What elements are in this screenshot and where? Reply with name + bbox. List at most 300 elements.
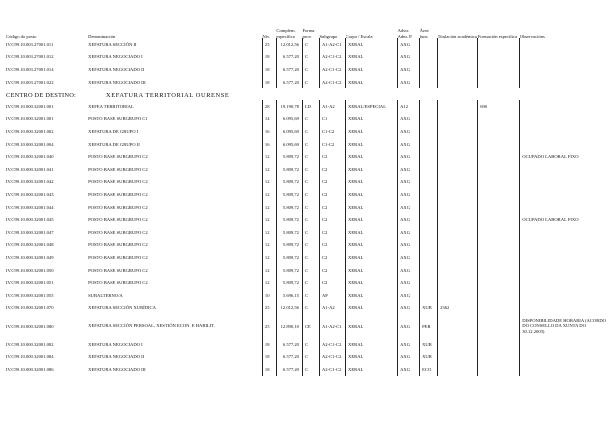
cell-body-scale: XERAL [346, 125, 398, 138]
cell-post-code: IV.C99.10.000.32001.080 [6, 323, 54, 329]
cell-academic-degree [438, 226, 478, 239]
cell-subgroup: A1-A2 [319, 100, 345, 113]
table-row [6, 100, 609, 113]
cell-administration: AXG [398, 314, 420, 338]
cell-body-scale: XERAL [346, 351, 398, 364]
cell-denomination: POSTO BASE SUBGRUPO C2 [88, 267, 148, 273]
cell-provision-form: C [302, 351, 319, 364]
cell-functional-area [420, 150, 438, 163]
cell-level: 18 [262, 51, 276, 64]
col-header-formacion: Formación específica [477, 33, 518, 39]
cell-administration: AXG [398, 38, 420, 51]
cell-level: 25 [262, 314, 276, 338]
cell-complement: 6.577,20 [276, 63, 302, 76]
cell-functional-area [420, 276, 438, 289]
cell-provision-form: C [302, 38, 319, 51]
cell-level: 12 [262, 276, 276, 289]
cell-administration: AXG [398, 176, 420, 189]
cell-administration: AXG [398, 302, 420, 315]
cell-body-scale: XERAL [346, 302, 398, 315]
cell-complement: 5.809,72 [276, 226, 302, 239]
table-row [6, 201, 609, 214]
cell-administration: AXG [398, 51, 420, 64]
cell-level: 28 [262, 100, 276, 113]
cell-functional-area [420, 289, 438, 302]
cell-specific-training [478, 276, 520, 289]
cell-denomination: XEFATURA NEGOCIADO III [88, 79, 146, 85]
cell-academic-degree [438, 351, 478, 364]
table-row [6, 302, 609, 315]
cell-denomination: POSTO BASE SUBGRUPO C2 [88, 242, 148, 248]
cell-body-scale: XERAL [346, 188, 398, 201]
col-header-denominacion: Denominación [88, 33, 116, 39]
cell-academic-degree [438, 314, 478, 338]
cell-body-scale: XERAL [346, 51, 398, 64]
cell-academic-degree [438, 213, 478, 226]
cell-administration: AXG [398, 226, 420, 239]
cell-complement: 5.809,72 [276, 264, 302, 277]
cell-administration: AXG [398, 113, 420, 126]
cell-specific-training [478, 176, 520, 189]
cell-specific-training [478, 302, 520, 315]
cell-body-scale: XERAL [346, 176, 398, 189]
cell-complement: 6.577,20 [276, 76, 302, 89]
cell-post-code: IV.C99.10.000.32001.050 [6, 267, 54, 273]
table-section-2 [6, 100, 609, 376]
cell-complement: 5.809,72 [276, 276, 302, 289]
cell-provision-form: C [302, 201, 319, 214]
cell-complement: 5.809,72 [276, 239, 302, 252]
table-row [6, 363, 609, 376]
cell-body-scale: XERAL [346, 314, 398, 338]
cell-denomination: POSTO BASE SUBGRUPO C2 [88, 191, 148, 197]
cell-post-code: IV.C99.10.000.32001.049 [6, 254, 54, 260]
col-header-corpo: Corpo / Escala [345, 33, 373, 39]
table-row [6, 251, 609, 264]
cell-complement: 5.696,15 [276, 289, 302, 302]
cell-observations [520, 289, 609, 302]
cell-denomination: XEFATURA NEGOCIADO II [88, 66, 145, 72]
col-header-complem: Complem. específico [276, 28, 296, 39]
cell-denomination: POSTO BASE SUBGRUPO C2 [88, 166, 148, 172]
col-header-observacions: Observacións [519, 33, 545, 39]
cell-denomination: XEFATURA NEGOCIADO I [88, 54, 143, 60]
cell-observations: OCUPADO LABORAL FIXO [520, 213, 609, 226]
cell-body-scale: XERAL [346, 363, 398, 376]
cell-provision-form: C [302, 150, 319, 163]
table-row [6, 51, 609, 64]
cell-post-code: IV.C99.10.000.32001.004 [6, 141, 54, 147]
cell-provision-form: C [302, 113, 319, 126]
cell-observations [520, 226, 609, 239]
table-row [6, 138, 609, 151]
table-row [6, 76, 609, 89]
cell-administration: AXG [398, 163, 420, 176]
cell-functional-area [420, 176, 438, 189]
cell-academic-degree [438, 264, 478, 277]
cell-level: 18 [262, 363, 276, 376]
cell-observations [520, 302, 609, 315]
table-row [6, 188, 609, 201]
cell-administration: AXG [398, 125, 420, 138]
cell-academic-degree [438, 76, 478, 89]
cell-observations [520, 113, 609, 126]
cell-functional-area [420, 100, 438, 113]
cell-specific-training [478, 226, 520, 239]
table-section-1 [6, 38, 609, 88]
cell-body-scale: XERAL [346, 226, 398, 239]
cell-provision-form: LD [302, 100, 319, 113]
cell-provision-form: C [302, 239, 319, 252]
cell-provision-form: C [302, 289, 319, 302]
cell-functional-area [420, 38, 438, 51]
cell-denomination: POSTO BASE SUBGRUPO C2 [88, 229, 148, 235]
cell-subgroup: A2-C1-C2 [319, 351, 345, 364]
cell-post-code: IV.C99.10.000.32001.001 [6, 103, 54, 109]
cell-academic-degree [438, 51, 478, 64]
cell-observations [520, 51, 609, 64]
cell-observations [520, 239, 609, 252]
cell-specific-training [478, 76, 520, 89]
cell-denomination: XEFATURA NEGOCIADO III [88, 367, 146, 373]
cell-subgroup: A2-C1-C2 [319, 76, 345, 89]
cell-subgroup: A1-A2 [319, 302, 345, 315]
cell-post-code: IV.C99.10.000.32001.042 [6, 179, 54, 185]
cell-academic-degree [438, 63, 478, 76]
cell-specific-training [478, 201, 520, 214]
cell-complement: 19.190,78 [276, 100, 302, 113]
col-header-adscr: Adscr. Adm. P. [397, 28, 413, 39]
cell-post-code: IV.C99.10.000.32001.084 [6, 354, 54, 360]
cell-post-code: IV.C99.10.000.32001.001 [6, 116, 54, 122]
cell-provision-form: C [302, 51, 319, 64]
cell-denomination: XEFATURA SECCIÓN PERSOAL, XESTIÓN ECON. E HABILIT. [88, 323, 215, 329]
cell-administration: AXG [398, 239, 420, 252]
cell-level: 12 [262, 163, 276, 176]
cell-body-scale: XERAL [346, 138, 398, 151]
cell-body-scale: XERAL [346, 63, 398, 76]
cell-subgroup: C2 [319, 226, 345, 239]
cell-provision-form: C [302, 163, 319, 176]
cell-functional-area [420, 63, 438, 76]
table-row [6, 63, 609, 76]
cell-observations [520, 351, 609, 364]
cell-denomination: POSTO BASE SUBGRUPO C2 [88, 154, 148, 160]
cell-academic-degree [438, 289, 478, 302]
cell-body-scale: XERAL [346, 251, 398, 264]
cell-denomination: POSTO BASE SUBGRUPO C2 [88, 217, 148, 223]
cell-academic-degree [438, 38, 478, 51]
cell-level: 18 [262, 63, 276, 76]
cell-specific-training [478, 363, 520, 376]
cell-specific-training [478, 150, 520, 163]
cell-provision-form: CE [302, 314, 319, 338]
cell-administration: AXG [398, 351, 420, 364]
cell-level: 12 [262, 264, 276, 277]
cell-post-code: IV.C99.10.000.32001.048 [6, 242, 54, 248]
cell-functional-area [420, 201, 438, 214]
cell-functional-area: PER [420, 314, 438, 338]
cell-functional-area [420, 264, 438, 277]
cell-provision-form: C [302, 251, 319, 264]
cell-specific-training: 690 [478, 100, 520, 113]
cell-functional-area: ECO [420, 363, 438, 376]
cell-subgroup: C2 [319, 201, 345, 214]
cell-body-scale: XERAL [346, 338, 398, 351]
cell-post-code: IV.C99.10.000.32001.002 [6, 128, 54, 134]
cell-post-code: IV.C99.10.000.32001.047 [6, 229, 54, 235]
cell-subgroup: A2-C1-C2 [319, 363, 345, 376]
cell-observations [520, 338, 609, 351]
cell-specific-training [478, 163, 520, 176]
cell-provision-form: C [302, 363, 319, 376]
cell-academic-degree [438, 363, 478, 376]
table-row [6, 113, 609, 126]
cell-post-code: IV.C99.10.000.32001.051 [6, 280, 54, 286]
cell-denomination: POSTO BASE SUBGRUPO C2 [88, 254, 148, 260]
cell-specific-training [478, 63, 520, 76]
table-row [6, 338, 609, 351]
cell-subgroup: A2-C1-C2 [319, 338, 345, 351]
cell-functional-area: XUR [420, 338, 438, 351]
cell-level: 25 [262, 302, 276, 315]
cell-complement: 12.890,10 [276, 314, 302, 338]
cell-administration: AXG [398, 76, 420, 89]
cell-complement: 5.809,72 [276, 150, 302, 163]
cell-complement: 6.577,20 [276, 338, 302, 351]
cell-academic-degree [438, 338, 478, 351]
cell-body-scale: XERAL [346, 76, 398, 89]
cell-subgroup: C2 [319, 150, 345, 163]
cell-denomination: SUBALTERNO/A [88, 292, 123, 298]
cell-body-scale: XERAL/ESPECIAL [346, 100, 398, 113]
table-row [6, 150, 609, 163]
table-row [6, 314, 609, 338]
cell-subgroup: C1 [319, 113, 345, 126]
cell-level: 14 [262, 113, 276, 126]
cell-provision-form: C [302, 302, 319, 315]
cell-observations [520, 176, 609, 189]
cell-complement: 5.809,72 [276, 213, 302, 226]
cell-provision-form: C [302, 264, 319, 277]
cell-post-code: IV.C99.10.000.32001.041 [6, 166, 54, 172]
cell-specific-training [478, 338, 520, 351]
cell-specific-training [478, 51, 520, 64]
cell-level: 12 [262, 201, 276, 214]
cell-denomination: POSTO BASE SUBGRUPO C2 [88, 280, 148, 286]
cell-administration: AXG [398, 63, 420, 76]
cell-body-scale: XERAL [346, 150, 398, 163]
cell-provision-form: C [302, 125, 319, 138]
cell-academic-degree [438, 113, 478, 126]
cell-academic-degree [438, 163, 478, 176]
cell-administration: AXG [398, 188, 420, 201]
section-label: CENTRO DE DESTINO: [6, 92, 76, 99]
col-header-subgrupo: Subgrupo [319, 33, 338, 39]
cell-post-code: IV.C99.10.000.32001.045 [6, 217, 54, 223]
cell-post-code: IV.C99.10.003.27001.014 [6, 66, 54, 72]
cell-provision-form: C [302, 138, 319, 151]
cell-functional-area [420, 76, 438, 89]
col-header-area: Área func. [419, 28, 429, 39]
cell-functional-area: XUR [420, 302, 438, 315]
cell-functional-area: XUR [420, 351, 438, 364]
cell-subgroup: A2-C1-C2 [319, 51, 345, 64]
cell-specific-training [478, 188, 520, 201]
cell-body-scale: XERAL [346, 163, 398, 176]
col-header-codigo: Código do posto [6, 33, 37, 39]
cell-specific-training [478, 113, 520, 126]
cell-level: 16 [262, 138, 276, 151]
cell-post-code: IV.C99.10.000.32001.044 [6, 204, 54, 210]
cell-observations [520, 251, 609, 264]
table-header [6, 20, 609, 39]
cell-complement: 6.577,20 [276, 351, 302, 364]
cell-observations [520, 125, 609, 138]
cell-specific-training [478, 289, 520, 302]
cell-observations: OCUPADO LABORAL FIXO [520, 150, 609, 163]
cell-specific-training [478, 251, 520, 264]
cell-post-code: IV.C99.10.000.32001.055 [6, 292, 54, 298]
cell-complement: 5.809,72 [276, 251, 302, 264]
cell-denomination: XEFATURA DE GRUPO II [88, 141, 140, 147]
cell-administration: AXG [398, 251, 420, 264]
cell-administration: AXG [398, 201, 420, 214]
cell-functional-area [420, 226, 438, 239]
cell-post-code: IV.C99.10.000.32001.043 [6, 191, 54, 197]
cell-denomination: XEFATURA NEGOCIADO II [88, 354, 145, 360]
cell-post-code: IV.C99.10.000.32001.070 [6, 305, 54, 311]
cell-post-code: IV.C99.10.000.32001.082 [6, 341, 54, 347]
table-row [6, 163, 609, 176]
cell-observations [520, 138, 609, 151]
cell-complement: 6.095,69 [276, 113, 302, 126]
table-row [6, 125, 609, 138]
cell-body-scale: XERAL [346, 289, 398, 302]
cell-level: 18 [262, 76, 276, 89]
cell-subgroup: C2 [319, 276, 345, 289]
cell-subgroup: C1-C2 [319, 125, 345, 138]
cell-denomination: XEFATURA NEGOCIADO I [88, 341, 143, 347]
cell-functional-area [420, 163, 438, 176]
cell-complement: 6.577,20 [276, 51, 302, 64]
cell-complement: 12.012,56 [276, 38, 302, 51]
cell-level: 18 [262, 338, 276, 351]
cell-administration: AXG [398, 150, 420, 163]
cell-academic-degree [438, 100, 478, 113]
cell-academic-degree [438, 201, 478, 214]
cell-academic-degree [438, 188, 478, 201]
table-row [6, 239, 609, 252]
cell-level: 12 [262, 188, 276, 201]
cell-observations [520, 63, 609, 76]
cell-observations: DISPONIBILIDADE HORARIA (ACORDO DO CONSELLO DA XUNTA DO 30.12.2003) [520, 314, 609, 338]
cell-administration: AXG [398, 363, 420, 376]
cell-academic-degree [438, 150, 478, 163]
cell-academic-degree [438, 239, 478, 252]
cell-academic-degree: 2362 [438, 302, 478, 315]
cell-post-code: IV.C99.10.000.32001.086 [6, 367, 54, 373]
cell-level: 12 [262, 226, 276, 239]
cell-complement: 5.809,72 [276, 176, 302, 189]
cell-specific-training [478, 38, 520, 51]
cell-administration: A12 [398, 100, 420, 113]
col-header-titulacion: Titulación académica [437, 33, 477, 39]
cell-post-code: IV.C99.10.000.32001.040 [6, 154, 54, 160]
table-row [6, 38, 609, 51]
cell-subgroup: C2 [319, 188, 345, 201]
cell-provision-form: C [302, 63, 319, 76]
cell-functional-area [420, 125, 438, 138]
cell-functional-area [420, 138, 438, 151]
cell-subgroup: C2 [319, 239, 345, 252]
cell-subgroup: A1-A2-C1 [319, 314, 345, 338]
cell-complement: 5.809,72 [276, 201, 302, 214]
cell-subgroup: AP [319, 289, 345, 302]
cell-body-scale: XERAL [346, 239, 398, 252]
cell-post-code: IV.C99.10.003.27001.022 [6, 79, 54, 85]
cell-denomination: POSTO BASE SUBGRUPO C2 [88, 179, 148, 185]
cell-level: 12 [262, 213, 276, 226]
cell-academic-degree [438, 176, 478, 189]
cell-complement: 12.012,56 [276, 302, 302, 315]
cell-functional-area [420, 188, 438, 201]
cell-observations [520, 163, 609, 176]
col-header-niv: Niv. [262, 33, 271, 39]
cell-denomination: XEFATURA SECCIÓN II [88, 41, 137, 47]
cell-specific-training [478, 264, 520, 277]
cell-specific-training [478, 351, 520, 364]
table-row [6, 276, 609, 289]
cell-academic-degree [438, 276, 478, 289]
cell-observations [520, 38, 609, 51]
table-row [6, 264, 609, 277]
cell-provision-form: C [302, 176, 319, 189]
cell-observations [520, 188, 609, 201]
cell-denomination: POSTO BASE SUBGRUPO C2 [88, 204, 148, 210]
cell-complement: 6.095,69 [276, 138, 302, 151]
cell-administration: AXG [398, 289, 420, 302]
cell-post-code: IV.C99.10.003.27001.012 [6, 54, 54, 60]
section-title: XEFATURA TERRITORIAL OURENSE [106, 92, 230, 99]
cell-observations [520, 201, 609, 214]
col-header-forma: Forma prov. [302, 28, 315, 39]
cell-specific-training [478, 125, 520, 138]
section-heading [6, 92, 230, 99]
cell-body-scale: XERAL [346, 201, 398, 214]
cell-denomination: POSTO BASE SUBGRUPO C1 [88, 116, 148, 122]
cell-provision-form: C [302, 76, 319, 89]
cell-post-code: IV.C99.10.003.27001.011 [6, 41, 54, 47]
cell-level: 25 [262, 38, 276, 51]
cell-functional-area [420, 113, 438, 126]
cell-complement: 5.809,72 [276, 188, 302, 201]
cell-complement: 6.577,20 [276, 363, 302, 376]
cell-specific-training [478, 213, 520, 226]
table-row [6, 213, 609, 226]
cell-body-scale: XERAL [346, 38, 398, 51]
cell-complement: 5.809,72 [276, 163, 302, 176]
cell-body-scale: XERAL [346, 276, 398, 289]
cell-body-scale: XERAL [346, 113, 398, 126]
cell-body-scale: XERAL [346, 264, 398, 277]
cell-subgroup: C2 [319, 213, 345, 226]
table-row [6, 226, 609, 239]
cell-specific-training [478, 239, 520, 252]
cell-provision-form: C [302, 338, 319, 351]
cell-complement: 6.095,69 [276, 125, 302, 138]
cell-functional-area [420, 239, 438, 252]
